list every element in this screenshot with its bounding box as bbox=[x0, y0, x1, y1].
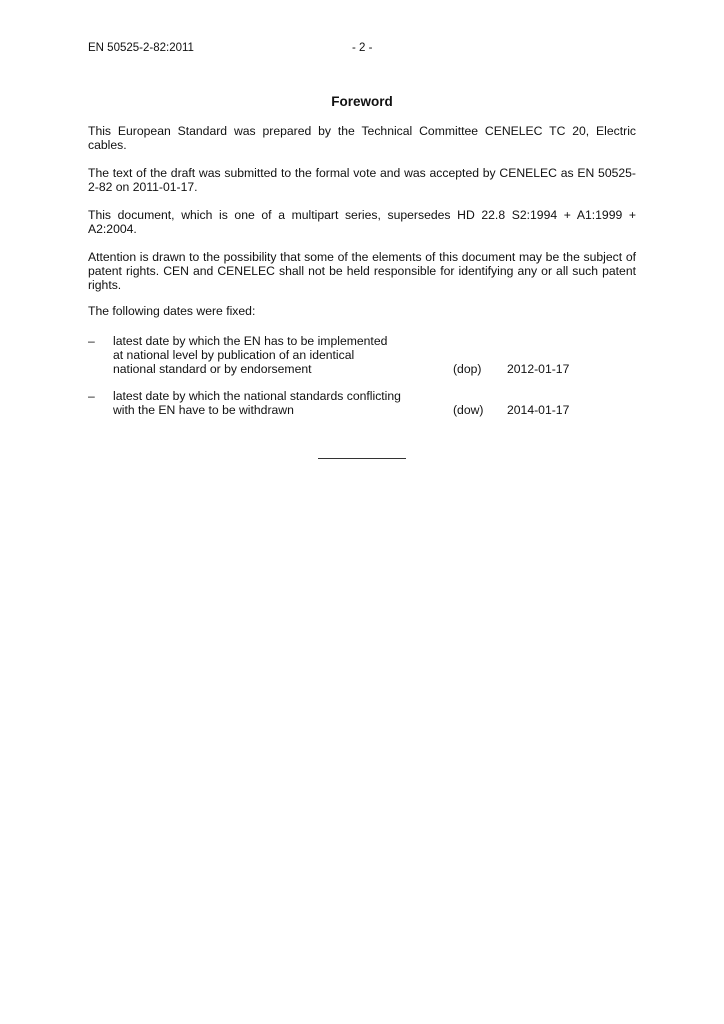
dop-description-line: national standard or by endorsement bbox=[113, 362, 312, 376]
paragraph-prepared-by: This European Standard was prepared by the Technical Committee CENELEC TC 20, Electric cables. bbox=[88, 124, 636, 152]
paragraph-patent-rights: Attention is drawn to the possibility that some of the elements of this document may be the subject of patent rights. CEN and CENELEC shall not be held responsible for identifying any or all such patent rights. bbox=[88, 250, 636, 292]
page-number: - 2 - bbox=[352, 42, 373, 54]
document-id: EN 50525-2-82:2011 bbox=[88, 42, 194, 54]
list-dash: – bbox=[88, 389, 95, 403]
end-rule bbox=[318, 458, 406, 459]
dow-code: (dow) bbox=[453, 403, 484, 417]
paragraph-dates-intro: The following dates were fixed: bbox=[88, 304, 256, 318]
paragraph-formal-vote: The text of the draft was submitted to the formal vote and was accepted by CENELEC as EN 50525-2-82 on 2011-01-17. bbox=[88, 166, 636, 194]
dop-description-line: at national level by publication of an identical bbox=[113, 348, 355, 362]
dow-description bbox=[113, 389, 433, 417]
list-item-dow bbox=[88, 389, 636, 417]
dow-description-line: latest date by which the national standards conflicting bbox=[113, 389, 401, 403]
dow-date: 2014-01-17 bbox=[507, 403, 570, 417]
list-item-dop bbox=[88, 334, 636, 376]
dop-date: 2012-01-17 bbox=[507, 362, 570, 376]
dop-description bbox=[113, 334, 433, 376]
dop-description-line: latest date by which the EN has to be implemented bbox=[113, 334, 388, 348]
paragraph-supersedes: This document, which is one of a multipart series, supersedes HD 22.8 S2:1994 + A1:1999 + A2:2004. bbox=[88, 208, 636, 236]
dow-description-line: with the EN have to be withdrawn bbox=[113, 403, 294, 417]
list-dash: – bbox=[88, 334, 95, 348]
dop-code: (dop) bbox=[453, 362, 482, 376]
page-title: Foreword bbox=[331, 94, 393, 109]
